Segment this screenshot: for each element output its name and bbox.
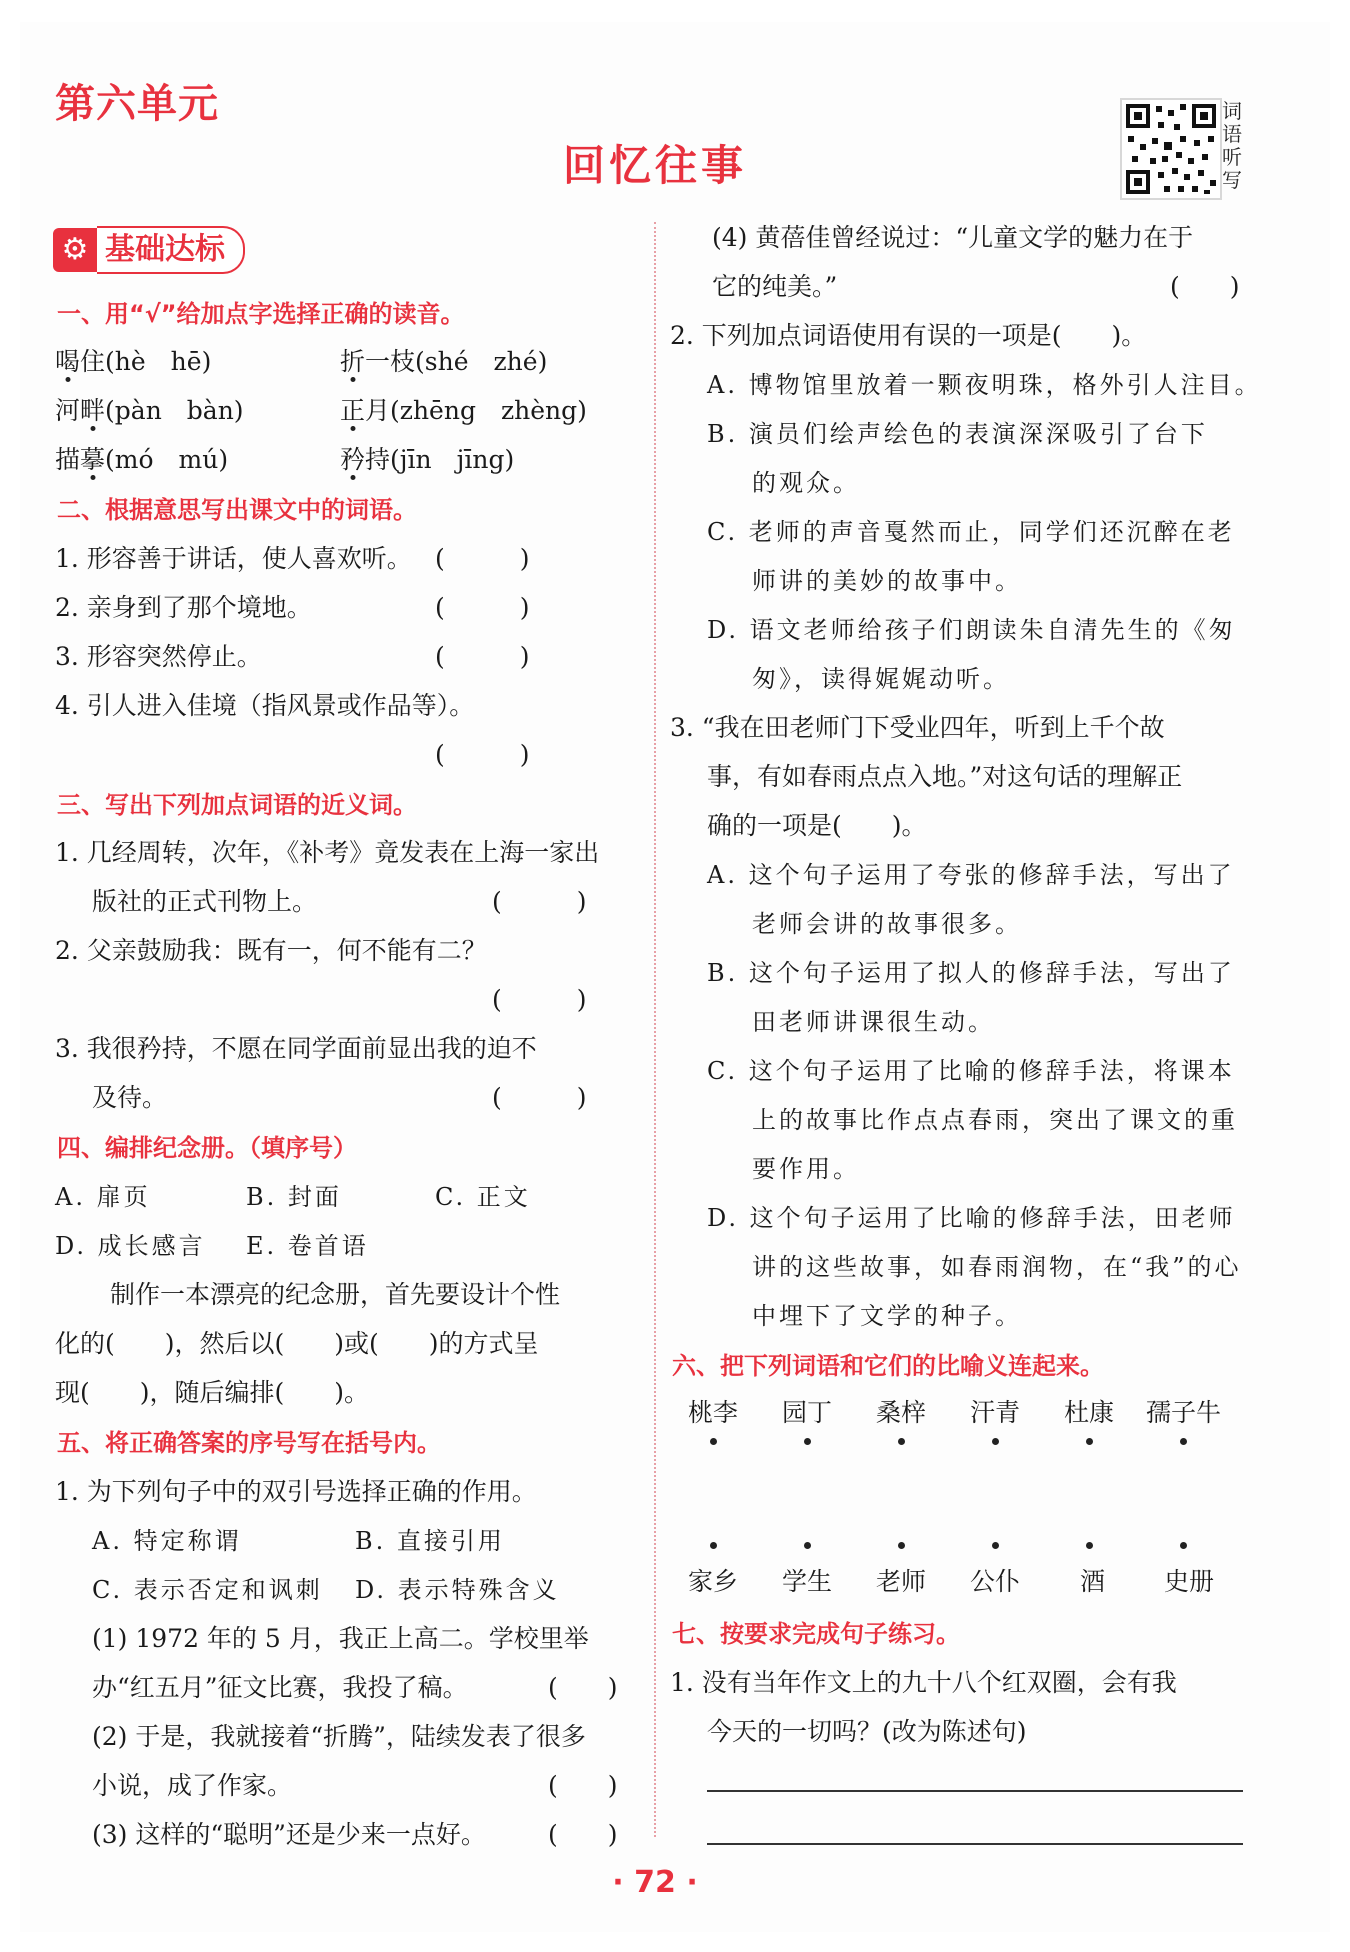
answer-blank[interactable]: ( ) (548, 1820, 618, 1849)
match-top-word: 孺子牛 (1146, 1398, 1222, 1427)
match-top-dot[interactable] (1180, 1438, 1187, 1445)
s3-q2: 2. 父亲鼓励我：既有一，何不能有二？ (55, 936, 487, 965)
s5-option-d: D. 表示特殊含义 (355, 1576, 560, 1604)
s4-option-c: C. 正文 (435, 1183, 531, 1211)
s5-q2-option-d-line1: D. 语文老师给孩子们朗读朱自清先生的《匆 (707, 616, 1236, 644)
page-number: · 72 · (612, 1865, 698, 1900)
s5-q3-line2: 事，有如春雨点点入地。”对这句话的理解正 (707, 762, 1183, 791)
s4-option-a: A. 扉页 (55, 1183, 151, 1211)
section-3-heading: 三、写出下列加点词语的近义词。 (57, 791, 417, 819)
s3-q1-line1: 1. 几经周转，次年，《补考》竟发表在上海一家出 (55, 838, 600, 867)
pinyin-item-5: 描摹(mó mú) (55, 445, 229, 474)
match-top-dot[interactable] (1086, 1438, 1093, 1445)
s5-q3-line1: 3. “我在田老师门下受业四年，听到上千个故 (670, 713, 1165, 742)
section-6-heading: 六、把下列词语和它们的比喻义连起来。 (672, 1352, 1104, 1380)
answer-blank[interactable]: ( ) (548, 1673, 618, 1702)
s5-option-b: B. 直接引用 (355, 1527, 505, 1555)
match-top-dot[interactable] (898, 1438, 905, 1445)
section-badge (53, 228, 245, 272)
qr-label: 词语听写 (1222, 99, 1242, 192)
answer-blank[interactable]: ( ) (492, 1083, 587, 1112)
section-2-heading: 二、根据意思写出课文中的词语。 (57, 496, 417, 524)
s4-para-2: 化的( )，然后以( )或( )的方式呈 (55, 1329, 539, 1358)
s2-q3: 3. 形容突然停止。 (55, 642, 262, 671)
s5-q2-option-c-line1: C. 老师的声音戛然而止，同学们还沉醉在老 (707, 518, 1235, 546)
s5-q3-option-a-line1: A. 这个句子运用了夸张的修辞手法，写出了 (707, 861, 1235, 889)
s5-sentence-1-line2: 办“红五月”征文比赛，我投了稿。 (92, 1673, 468, 1702)
match-top-dot[interactable] (804, 1438, 811, 1445)
match-bottom-word: 公仆 (970, 1567, 1021, 1596)
s3-q3-line2: 及待。 (92, 1083, 168, 1112)
s5-q2-option-b-line2: 的观众。 (752, 469, 860, 497)
answer-blank[interactable]: ( ) (435, 593, 530, 622)
s5-option-c: C. 表示否定和讽刺 (92, 1576, 323, 1604)
match-bottom-dot[interactable] (1086, 1542, 1093, 1549)
match-top-word: 汗青 (970, 1398, 1021, 1427)
s5-sentence-4-line1: (4) 黄蓓佳曾经说过：“儿童文学的魅力在于 (712, 223, 1194, 252)
s5-q3-option-c-line2: 上的故事比作点点春雨，突出了课文的重 (752, 1106, 1238, 1134)
answer-blank[interactable]: ( ) (435, 740, 530, 769)
match-top-word: 杜康 (1064, 1398, 1115, 1427)
match-top-word: 桑梓 (876, 1398, 927, 1427)
s5-q3-option-d-line1: D. 这个句子运用了比喻的修辞手法，田老师 (707, 1204, 1236, 1232)
section-7-heading: 七、按要求完成句子练习。 (672, 1620, 960, 1648)
s5-sentence-4-line2: 它的纯美。” (712, 272, 838, 301)
s3-q3-line1: 3. 我很矜持，不愿在同学面前显出我的迫不 (55, 1034, 537, 1063)
pinyin-item-2: 折一枝(shé zhé) (340, 347, 548, 376)
section-4-heading: 四、编排纪念册。（填序号） (57, 1134, 357, 1162)
match-bottom-dot[interactable] (710, 1542, 717, 1549)
match-bottom-word: 老师 (876, 1567, 927, 1596)
column-divider (654, 222, 656, 1837)
s5-q3-option-b-line2: 田老师讲课很生动。 (752, 1008, 995, 1036)
match-top-word: 桃李 (688, 1398, 739, 1427)
qr-code[interactable] (1120, 98, 1222, 200)
pinyin-item-1: 喝住(hè hē) (55, 347, 212, 376)
unit-label: 第六单元 (55, 81, 219, 127)
s5-q3-option-a-line2: 老师会讲的故事很多。 (752, 910, 1022, 938)
s5-sentence-2-line1: (2) 于是，我就接着“折腾”，陆续发表了很多 (92, 1722, 586, 1751)
answer-line[interactable] (707, 1790, 1243, 1792)
s5-sentence-2-line2: 小说，成了作家。 (92, 1771, 293, 1800)
s5-option-a: A. 特定称谓 (92, 1527, 242, 1555)
s5-q2-option-b-line1: B. 演员们绘声绘色的表演深深吸引了台下 (707, 420, 1208, 448)
s5-sentence-3: (3) 这样的“聪明”还是少来一点好。 (92, 1820, 486, 1849)
match-bottom-word: 史册 (1164, 1567, 1215, 1596)
s4-option-b: B. 封面 (246, 1183, 342, 1211)
match-bottom-dot[interactable] (804, 1542, 811, 1549)
match-bottom-word: 酒 (1080, 1567, 1106, 1596)
s3-q1-line2: 版社的正式刊物上。 (92, 887, 318, 916)
answer-blank[interactable]: ( ) (492, 887, 587, 916)
answer-blank[interactable]: ( ) (1170, 272, 1240, 301)
s7-q1-line2: 今天的一切吗？(改为陈述句) (707, 1717, 1027, 1746)
s5-q2: 2. 下列加点词语使用有误的一项是( )。 (670, 321, 1147, 350)
answer-blank[interactable]: ( ) (492, 985, 587, 1014)
pinyin-item-3: 河畔(pàn bàn) (55, 396, 244, 425)
s5-q3-option-d-line2: 讲的这些故事，如春雨润物，在“我”的心 (752, 1253, 1242, 1281)
answer-blank[interactable]: ( ) (548, 1771, 618, 1800)
s7-q1-line1: 1. 没有当年作文上的九十八个红双圈，会有我 (670, 1668, 1177, 1697)
s5-q2-option-c-line2: 师讲的美妙的故事中。 (752, 567, 1022, 595)
match-bottom-word: 家乡 (688, 1567, 739, 1596)
match-bottom-dot[interactable] (1180, 1542, 1187, 1549)
answer-blank[interactable]: ( ) (435, 544, 530, 573)
match-top-word: 园丁 (782, 1398, 833, 1427)
pinyin-item-4: 正月(zhēng zhèng) (340, 396, 587, 425)
s5-q1: 1. 为下列句子中的双引号选择正确的作用。 (55, 1477, 537, 1506)
s2-q4: 4. 引人进入佳境（指风景或作品等）。 (55, 691, 475, 720)
s5-q3-option-c-line1: C. 这个句子运用了比喻的修辞手法，将课本 (707, 1057, 1235, 1085)
s4-option-d: D. 成长感言 (55, 1232, 206, 1260)
gear-icon: ⚙ (53, 228, 97, 272)
s4-para-1: 制作一本漂亮的纪念册，首先要设计个性 (110, 1280, 561, 1309)
s2-q1: 1. 形容善于讲话，使人喜欢听。 (55, 544, 412, 573)
page-title: 回忆往事 (562, 141, 747, 190)
match-bottom-word: 学生 (782, 1567, 833, 1596)
s5-q3-option-d-line3: 中埋下了文学的种子。 (752, 1302, 1022, 1330)
s2-q2: 2. 亲身到了那个境地。 (55, 593, 312, 622)
s5-q2-option-d-line2: 匆》，读得娓娓动听。 (752, 665, 1010, 693)
answer-line[interactable] (707, 1843, 1243, 1845)
match-top-dot[interactable] (992, 1438, 999, 1445)
s5-q2-option-a: A. 博物馆里放着一颗夜明珠，格外引人注目。 (707, 371, 1262, 399)
s5-q3-option-c-line3: 要作用。 (752, 1155, 860, 1183)
badge-label: 基础达标 (97, 226, 245, 274)
match-top-dot[interactable] (710, 1438, 717, 1445)
pinyin-item-6: 矜持(jīn jīng) (340, 445, 515, 474)
section-1-heading: 一、用“√”给加点字选择正确的读音。 (57, 300, 465, 328)
s4-para-3: 现( )，随后编排( )。 (55, 1378, 370, 1407)
match-bottom-dot[interactable] (992, 1542, 999, 1549)
answer-blank[interactable]: ( ) (435, 642, 530, 671)
match-bottom-dot[interactable] (898, 1542, 905, 1549)
s5-sentence-1-line1: (1) 1972 年的 5 月，我正上高二。学校里举 (92, 1624, 589, 1653)
s5-q3-line3: 确的一项是( )。 (707, 811, 927, 840)
s4-option-e: E. 卷首语 (246, 1232, 369, 1260)
s5-q3-option-b-line1: B. 这个句子运用了拟人的修辞手法，写出了 (707, 959, 1235, 987)
section-5-heading: 五、将正确答案的序号写在括号内。 (57, 1429, 441, 1457)
